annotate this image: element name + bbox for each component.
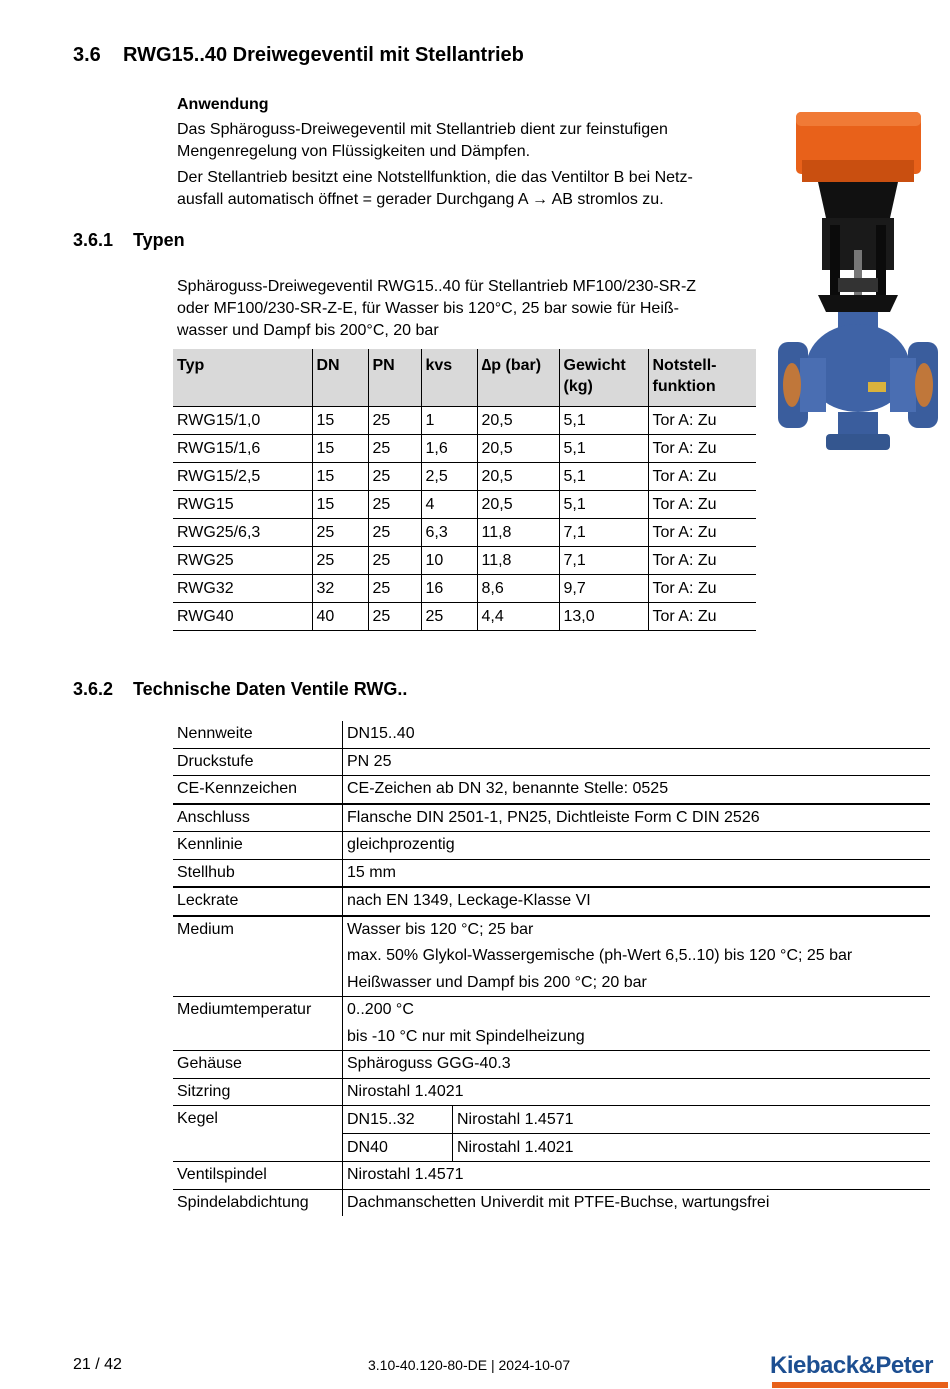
types-table-cell: 25 — [368, 575, 421, 603]
tech-key: CE-Kennzeichen — [173, 776, 343, 804]
brand-logo: Kieback&Peter — [770, 1352, 933, 1379]
types-table-row — [173, 463, 756, 491]
types-table-cell: 4,4 — [477, 603, 559, 631]
text-line: wasser und Dampf bis 200°C, 20 bar — [177, 322, 439, 339]
types-table-cell: 5,1 — [559, 463, 648, 491]
types-table-cell: Tor A: Zu — [648, 407, 756, 435]
tech-subcell: Nirostahl 1.4021 — [457, 1139, 574, 1156]
types-table-cell: Tor A: Zu — [648, 575, 756, 603]
text-line: Sphäroguss-Dreiwegeventil RWG15..40 für Stellantrieb MF100/230-SR-Z — [177, 278, 697, 295]
tech-value-line: 15 mm — [347, 863, 396, 881]
tech-row — [173, 859, 930, 887]
types-table-cell: 16 — [421, 575, 477, 603]
tech-value — [343, 887, 931, 916]
tech-key: Druckstufe — [173, 748, 343, 776]
types-table-row — [173, 435, 756, 463]
types-table-cell: 32 — [312, 575, 368, 603]
types-table-cell: 25 — [421, 603, 477, 631]
tech-value — [343, 916, 931, 997]
tech-value-line: 0..200 °C — [347, 1001, 414, 1018]
types-table-cell: RWG15/1,0 — [173, 407, 312, 435]
tech-value — [343, 804, 931, 832]
tech-row — [173, 997, 930, 1051]
text-line: ausfall automatisch öffnet = gerader Durchgang A → AB stromlos zu. — [177, 191, 664, 208]
anwendung-paragraph-1 — [177, 119, 668, 163]
text-line: Das Sphäroguss-Dreiwegeventil mit Stellantrieb dient zur feinstufigen — [177, 121, 668, 138]
tech-row — [173, 748, 930, 776]
types-table-cell: 25 — [368, 603, 421, 631]
text-line: Der Stellantrieb besitzt eine Notstellfunktion, die das Ventiltor B bei Netz- — [177, 169, 693, 186]
tech-value-line: DN15..40 — [347, 725, 415, 742]
types-table-cell: RWG25 — [173, 547, 312, 575]
tech-key: Sitzring — [173, 1078, 343, 1106]
tech-value-line: nach EN 1349, Leckage-Klasse VI — [347, 892, 591, 909]
tech-subcell: DN15..32 — [343, 1106, 453, 1134]
subsection-title-text: Technische Daten Ventile RWG.. — [133, 679, 408, 699]
tech-value-line: Sphäroguss GGG-40.3 — [347, 1055, 511, 1072]
tech-row — [173, 721, 930, 748]
subsection-number: 3.6.2 — [73, 679, 114, 699]
types-table-row — [173, 547, 756, 575]
types-table-cell: RWG32 — [173, 575, 312, 603]
tech-subcell: Nirostahl 1.4571 — [453, 1106, 931, 1134]
tech-data-table — [173, 721, 930, 1216]
tech-key: Leckrate — [173, 887, 343, 916]
types-table-cell: 5,1 — [559, 435, 648, 463]
tech-value-line: Dachmanschetten Univerdit mit PTFE-Buchse, wartungsfrei — [347, 1193, 770, 1211]
types-table-cell: 20,5 — [477, 435, 559, 463]
types-table-cell: Tor A: Zu — [648, 435, 756, 463]
types-table-cell: 20,5 — [477, 491, 559, 519]
page-number: 21 / 42 — [73, 1356, 122, 1373]
types-table-header — [173, 349, 756, 407]
types-table-cell: 25 — [368, 519, 421, 547]
tech-row — [173, 804, 930, 832]
types-table-cell: 13,0 — [559, 603, 648, 631]
anwendung-paragraph-2 — [177, 167, 693, 211]
tech-row — [173, 1078, 930, 1106]
types-intro — [177, 276, 696, 342]
types-table-cell: 1,6 — [421, 435, 477, 463]
tech-value-line: gleichprozentig — [347, 836, 455, 853]
tech-row — [173, 916, 930, 997]
brand-logo-bar — [772, 1382, 948, 1388]
types-table-cell: 10 — [421, 547, 477, 575]
types-table — [173, 349, 756, 631]
tech-row — [173, 1051, 930, 1079]
text-line: Mengenregelung von Flüssigkeiten und Dämpfen. — [177, 143, 531, 160]
section-title-text: RWG15..40 Dreiwegeventil mit Stellantrieb — [123, 44, 524, 66]
types-table-cell: RWG15/1,6 — [173, 435, 312, 463]
section-number: 3.6 — [73, 44, 101, 66]
tech-value — [343, 832, 931, 860]
tech-value — [343, 721, 931, 748]
tech-value — [343, 1189, 931, 1216]
tech-key: Ventilspindel — [173, 1162, 343, 1190]
subsection-title-text: Typen — [133, 230, 185, 250]
types-table-cell: 4 — [421, 491, 477, 519]
types-table-cell: 8,6 — [477, 575, 559, 603]
types-table-row — [173, 575, 756, 603]
types-table-cell: RWG15 — [173, 491, 312, 519]
types-table-cell: Tor A: Zu — [648, 603, 756, 631]
subsection-number: 3.6.1 — [73, 230, 114, 250]
header-cell: ∆p (bar) — [477, 349, 559, 407]
types-table-row — [173, 603, 756, 631]
anwendung-heading: Anwendung — [177, 96, 269, 113]
types-table-cell: 25 — [312, 547, 368, 575]
tech-value-line: bis -10 °C nur mit Spindelheizung — [347, 1027, 585, 1045]
types-table-cell: 11,8 — [477, 519, 559, 547]
tech-value-line: Flansche DIN 2501-1, PN25, Dichtleiste Form C DIN 2526 — [347, 808, 760, 826]
tech-key: Kennlinie — [173, 832, 343, 860]
tech-value — [343, 748, 931, 776]
tech-value-line: PN 25 — [347, 752, 392, 770]
types-table-cell: 20,5 — [477, 407, 559, 435]
types-table-cell: 25 — [368, 435, 421, 463]
types-table-cell: 15 — [312, 435, 368, 463]
tech-key: Kegel — [173, 1106, 343, 1162]
types-table-cell: Tor A: Zu — [648, 463, 756, 491]
header-cell: Typ — [173, 349, 312, 407]
types-table-cell: 25 — [312, 519, 368, 547]
tech-value — [343, 776, 931, 804]
types-table-cell: 25 — [368, 547, 421, 575]
types-table-row — [173, 519, 756, 547]
tech-row — [173, 1162, 930, 1190]
tech-subtable — [343, 1106, 930, 1161]
tech-key: Stellhub — [173, 859, 343, 887]
tech-value-line: Nirostahl 1.4021 — [347, 1082, 464, 1100]
text-line: oder MF100/230-SR-Z-E, für Wasser bis 120°C, 25 bar sowie für Heiß- — [177, 300, 679, 317]
tech-row — [173, 776, 930, 804]
types-table-cell: RWG40 — [173, 603, 312, 631]
types-table-cell: 15 — [312, 463, 368, 491]
subsection-title-types — [73, 230, 185, 251]
types-table-cell: 2,5 — [421, 463, 477, 491]
types-table-cell: Tor A: Zu — [648, 547, 756, 575]
types-table-cell: 11,8 — [477, 547, 559, 575]
types-table-cell: 5,1 — [559, 407, 648, 435]
types-table-cell: 6,3 — [421, 519, 477, 547]
types-table-cell: Tor A: Zu — [648, 519, 756, 547]
types-table-cell: 25 — [368, 463, 421, 491]
tech-value-line: CE-Zeichen ab DN 32, benannte Stelle: 0525 — [347, 780, 669, 797]
document-id: 3.10-40.120-80-DE | 2024-10-07 — [368, 1357, 571, 1373]
header-cell: Notstell- funktion — [648, 349, 756, 407]
tech-value-line: Nirostahl 1.4571 — [347, 1166, 464, 1183]
tech-value-line: Wasser bis 120 °C; 25 bar — [347, 920, 534, 938]
tech-value — [343, 997, 931, 1051]
tech-row — [173, 1189, 930, 1216]
types-table-cell: 7,1 — [559, 519, 648, 547]
tech-value — [343, 1051, 931, 1079]
tech-subrow — [343, 1134, 930, 1162]
types-table-row — [173, 491, 756, 519]
types-table-cell: Tor A: Zu — [648, 491, 756, 519]
types-table-cell: 15 — [312, 407, 368, 435]
tech-key: Mediumtemperatur — [173, 997, 343, 1051]
header-cell: Gewicht (kg) — [559, 349, 648, 407]
types-table-cell: 40 — [312, 603, 368, 631]
tech-value — [343, 1162, 931, 1190]
tech-row — [173, 832, 930, 860]
tech-value — [343, 1106, 931, 1162]
tech-key: Nennweite — [173, 721, 343, 748]
subsection-title-tech — [73, 679, 407, 700]
tech-subcell: DN40 — [343, 1134, 453, 1162]
types-table-cell: 7,1 — [559, 547, 648, 575]
types-table-cell: RWG25/6,3 — [173, 519, 312, 547]
types-table-row — [173, 407, 756, 435]
header-cell: PN — [368, 349, 421, 407]
types-table-cell: 9,7 — [559, 575, 648, 603]
tech-key: Gehäuse — [173, 1051, 343, 1079]
tech-value-line: max. 50% Glykol-Wassergemische (ph-Wert 6,5..10) bis 120 °C; 25 bar — [347, 947, 853, 964]
tech-key: Anschluss — [173, 804, 343, 832]
types-table-cell: 20,5 — [477, 463, 559, 491]
valve-actuator-image — [778, 100, 943, 465]
tech-value — [343, 1078, 931, 1106]
tech-value-line: Heißwasser und Dampf bis 200 °C; 20 bar — [347, 973, 647, 991]
tech-row — [173, 1106, 930, 1162]
tech-key: Spindelabdichtung — [173, 1189, 343, 1216]
types-table-cell: 25 — [368, 491, 421, 519]
types-table-cell: 15 — [312, 491, 368, 519]
header-cell: DN — [312, 349, 368, 407]
tech-key: Medium — [173, 916, 343, 997]
tech-value — [343, 859, 931, 887]
tech-row — [173, 887, 930, 916]
header-cell: kvs — [421, 349, 477, 407]
section-title — [73, 44, 524, 67]
tech-subrow — [343, 1106, 930, 1134]
types-table-cell: RWG15/2,5 — [173, 463, 312, 491]
types-table-cell: 1 — [421, 407, 477, 435]
types-table-cell: 25 — [368, 407, 421, 435]
types-table-cell: 5,1 — [559, 491, 648, 519]
